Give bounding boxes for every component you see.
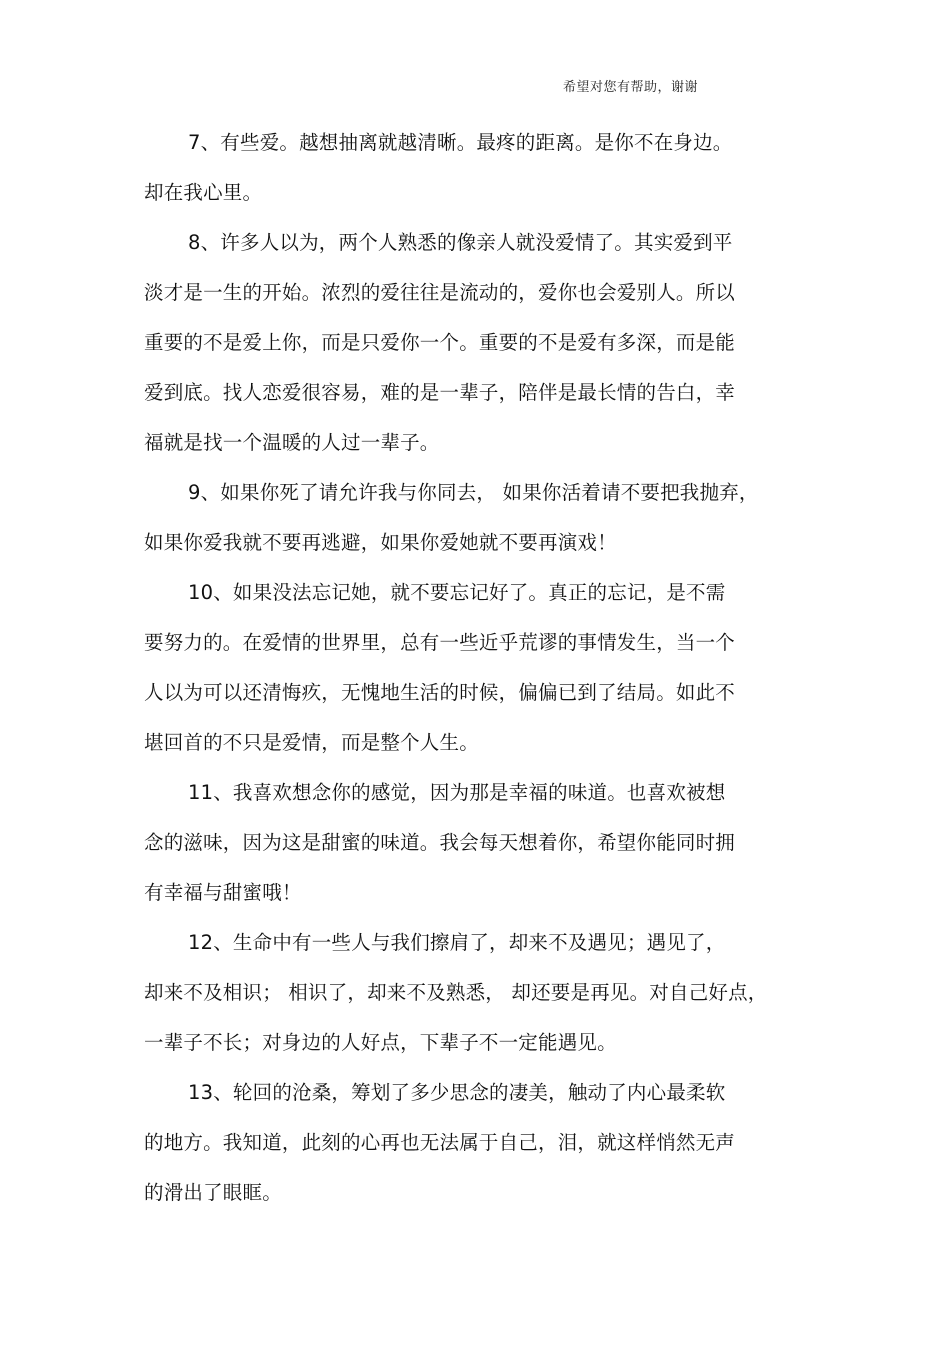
paragraph-12-line-3: 一辈子不长；对身边的人好点，下辈子不一定能遇见。 [144,1031,617,1054]
paragraph-7-line-1: 7、有些爱。越想抽离就越清晰。最疼的距离。是你不在身边。 [188,131,733,154]
paragraph-11-line-3: 有幸福与甜蜜哦！ [144,881,302,904]
paragraph-9-line-2: 如果你爱我就不要再逃避，如果你爱她就不要再演戏！ [144,531,617,554]
paragraph-12-line-1: 12、生命中有一些人与我们擦肩了，却来不及遇见；遇见了， [188,931,726,954]
paragraph-8-line-2: 淡才是一生的开始。浓烈的爱往往是流动的，爱你也会爱别人。所以 [144,281,736,304]
paragraph-10-line-1: 10、如果没法忘记她，就不要忘记好了。真正的忘记，是不需 [188,581,726,604]
paragraph-8-line-4: 爱到底。找人恋爱很容易，难的是一辈子，陪伴是最长情的告白，幸 [144,381,736,404]
paragraph-9-line-1: 9、如果你死了请允许我与你同去， 如果你活着请不要把我抛弃， [188,481,759,504]
paragraph-11-line-1: 11、我喜欢想念你的感觉，因为那是幸福的味道。也喜欢被想 [188,781,726,804]
paragraph-13-line-1: 13、轮回的沧桑，筹划了多少思念的凄美，触动了内心最柔软 [188,1081,726,1104]
paragraph-13-line-2: 的地方。我知道，此刻的心再也无法属于自己，泪，就这样悄然无声 [144,1131,736,1154]
paragraph-8-line-3: 重要的不是爱上你，而是只爱你一个。重要的不是爱有多深，而是能 [144,331,736,354]
paragraph-8-line-1: 8、许多人以为，两个人熟悉的像亲人就没爱情了。其实爱到平 [188,231,733,254]
paragraph-11-line-2: 念的滋味，因为这是甜蜜的味道。我会每天想着你，希望你能同时拥 [144,831,736,854]
paragraph-10-line-2: 要努力的。在爱情的世界里，总有一些近乎荒谬的事情发生，当一个 [144,631,736,654]
header-note: 希望对您有帮助，谢谢 [563,80,699,95]
paragraph-12-line-2: 却来不及相识； 相识了，却来不及熟悉， 却还要是再见。对自己好点， [144,981,768,1004]
paragraph-8-line-5: 福就是找一个温暖的人过一辈子。 [144,431,440,454]
paragraph-13-line-3: 的滑出了眼眶。 [144,1181,282,1204]
paragraph-7-line-2: 却在我心里。 [144,181,263,204]
paragraph-10-line-3: 人以为可以还清悔疚，无愧地生活的时候，偏偏已到了结局。如此不 [144,681,736,704]
paragraph-10-line-4: 堪回首的不只是爱情，而是整个人生。 [144,731,479,754]
